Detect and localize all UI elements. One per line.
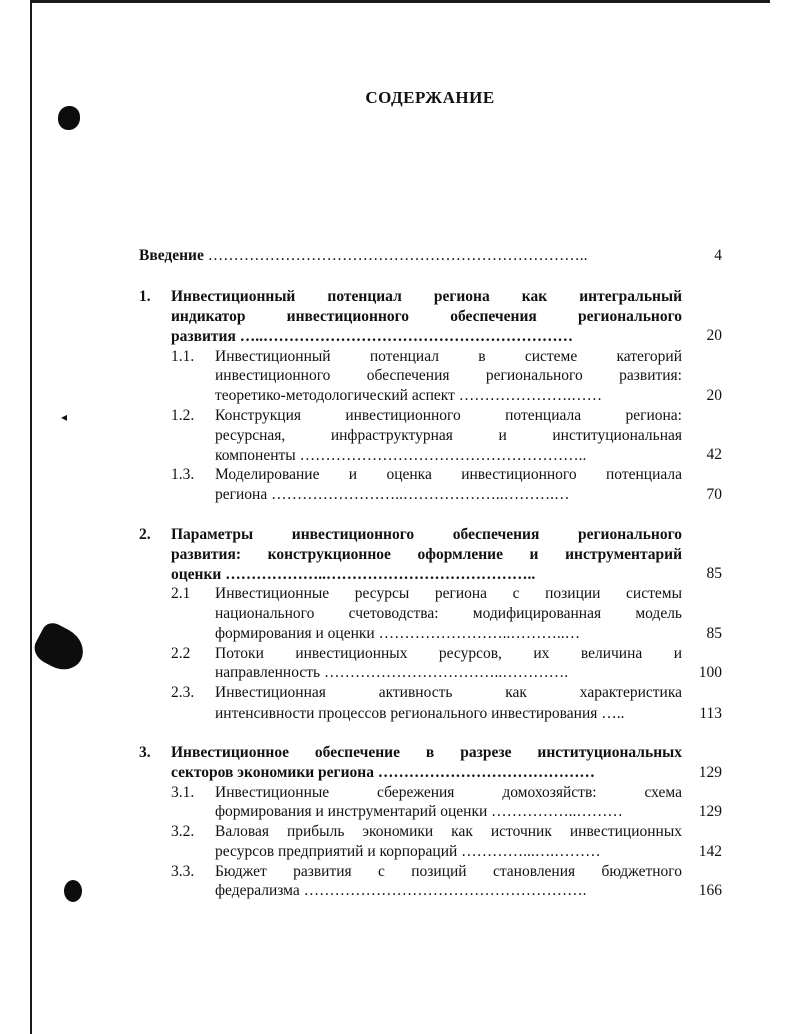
section-title-line[interactable]: теоретико-методологический аспект ………………….…… (215, 387, 603, 404)
page-number: 70 (706, 486, 722, 503)
section-number: 1.2. (171, 407, 195, 424)
scan-hole-punch-mark (64, 880, 82, 902)
section-title-line[interactable]: Инвестиционные сбережения домохозяйств: схема (215, 784, 682, 801)
chapter-title-line[interactable]: Инвестиционный потенциал региона как интегральный (171, 288, 682, 305)
section-title-line[interactable]: формирования и оценки ……………………..………..… (215, 625, 581, 642)
section-title-line[interactable]: национального счетоводства: модифицированная модель (215, 605, 682, 622)
chapter-title-line[interactable]: развития: конструкционное оформление и инструментарий (171, 546, 682, 563)
page-number: 85 (706, 565, 722, 582)
section-title-line[interactable]: интенсивности процессов регионального инвестирования ….. (215, 705, 625, 722)
chapter-title-line[interactable]: индикатор инвестиционного обеспечения регионального (171, 308, 682, 325)
section-title-line[interactable]: компоненты ……………………………………………….. (215, 447, 587, 464)
chapter-title-line[interactable]: Инвестиционное обеспечение в разрезе институциональных (171, 744, 682, 761)
chapter-number: 1. (139, 288, 151, 305)
page-number: 142 (698, 843, 722, 860)
section-number: 1.3. (171, 466, 195, 483)
page-number: 4 (714, 247, 722, 264)
section-title-line[interactable]: Потоки инвестиционных ресурсов, их величина и (215, 645, 682, 662)
scan-ink-smudge (29, 619, 90, 677)
page-number: 129 (698, 803, 722, 820)
intro-label: Введение (139, 247, 204, 264)
page-number: 100 (698, 664, 722, 681)
section-title-line[interactable]: инвестиционного обеспечения регионального развития: (215, 367, 682, 384)
section-title-line[interactable]: Моделирование и оценка инвестиционного потенциала (215, 466, 682, 483)
section-number: 2.2 (171, 645, 191, 662)
page-number: 113 (699, 705, 722, 722)
leader-dots: ……………………………………………………………….. (207, 247, 588, 264)
section-title-line[interactable]: ресурсов предприятий и корпораций …………...….……… (215, 843, 601, 860)
page-number: 20 (706, 387, 722, 404)
page-number: 85 (706, 625, 722, 642)
chapter-number: 2. (139, 526, 151, 543)
scan-hole-punch-mark (58, 106, 80, 130)
section-title-line[interactable]: ресурсная, инфраструктурная и институциональная (215, 427, 682, 444)
page-scan-top-edge (30, 0, 770, 3)
section-number: 2.1 (171, 585, 191, 602)
page-number: 129 (698, 764, 722, 781)
chapter-title-line[interactable]: секторов экономики региона …………………………………… (171, 764, 595, 781)
page-number: 20 (706, 327, 722, 344)
section-title-line[interactable]: формирования и инструментарий оценки ……………..……… (215, 803, 623, 820)
chapter-title-line[interactable]: развития …..…………………………………………………… (171, 328, 573, 345)
chapter-number: 3. (139, 744, 151, 761)
section-number: 3.3. (171, 863, 195, 880)
section-title-line[interactable]: Инвестиционные ресурсы региона с позиции системы (215, 585, 682, 602)
section-title-line[interactable]: Бюджет развития с позиций становления бюджетного (215, 863, 682, 880)
section-title-line[interactable]: региона ……………………..………………..……….… (215, 486, 570, 503)
section-number: 3.1. (171, 784, 195, 801)
section-number: 1.1. (171, 348, 195, 365)
section-title-line[interactable]: Инвестиционный потенциал в системе категорий (215, 348, 682, 365)
page-title: СОДЕРЖАНИЕ (365, 88, 495, 107)
section-title-line[interactable]: Конструкция инвестиционного потенциала региона: (215, 407, 682, 424)
section-title-line[interactable]: направленность ……………………………..…………. (215, 664, 569, 681)
section-title-line[interactable]: Валовая прибыль экономики как источник инвестиционных (215, 823, 682, 840)
scan-arrow-mark: ◂ (61, 410, 68, 424)
toc-entry-intro[interactable] (139, 246, 684, 266)
page-number: 166 (698, 882, 722, 899)
section-number: 3.2. (171, 823, 195, 840)
chapter-title-line[interactable]: оценки ………………..………………………………….. (171, 566, 536, 583)
section-title-line[interactable]: Инвестиционная активность как характеристика (215, 684, 682, 701)
page-number: 42 (706, 446, 722, 463)
chapter-title-line[interactable]: Параметры инвестиционного обеспечения регионального (171, 526, 682, 543)
page-scan-border (30, 0, 32, 1034)
section-number: 2.3. (171, 684, 195, 701)
section-title-line[interactable]: федерализма ………………………………………………. (215, 882, 587, 899)
